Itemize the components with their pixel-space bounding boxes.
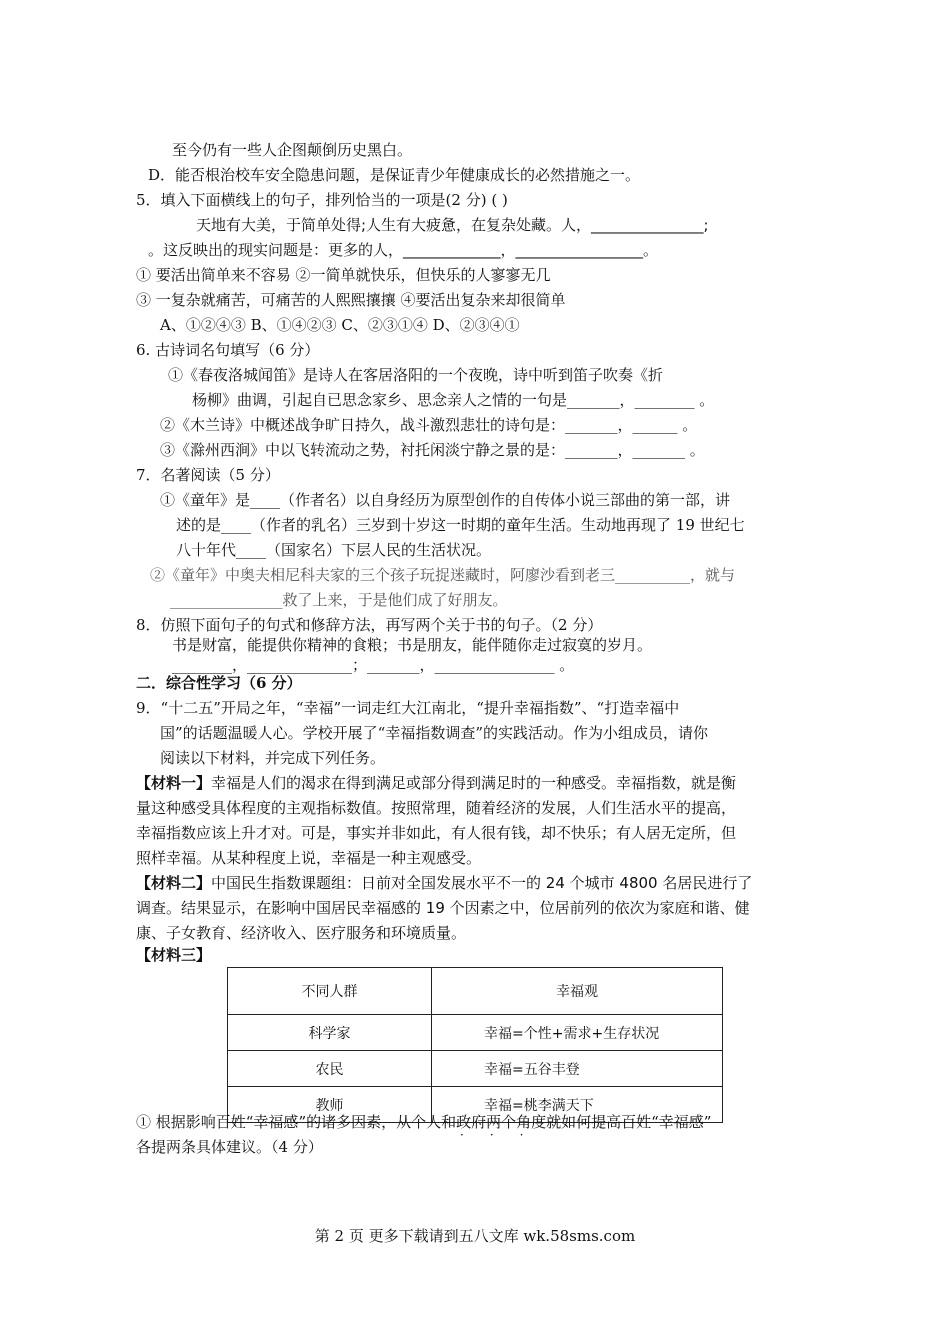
text-line: 调查。结果显示，在影响中国居民幸福感的 19 个因素之中，位居前列的依次为家庭和谐、健 — [136, 899, 750, 917]
table-header: 幸福观 — [432, 968, 723, 1015]
text-line: 。这反映出的现实问题是：更多的人，_____________，_________________。 — [148, 241, 659, 259]
option-line: ③ 一复杂就痛苦，可痛苦的人熙熙攘攘 ④要活出复杂来却很简单 — [136, 291, 566, 309]
table-header: 不同人群 — [228, 968, 432, 1015]
table-cell: 幸福=五谷丰登 — [432, 1051, 723, 1087]
material-3-table — [227, 967, 723, 1123]
text-line: ①《童年》是____（作者名）以自身经历为原型创作的自传体小说三部曲的第一部，讲 — [160, 491, 731, 509]
table-cell: 农民 — [228, 1051, 432, 1087]
text-line: 八十年代____（国家名）下层人民的生活状况。 — [176, 541, 492, 559]
text-line: ②《木兰诗》中概述战争旷日持久，战斗激烈悲壮的诗句是：_______，______ 。 — [160, 416, 698, 434]
question-5: 5．填入下面横线上的句子，排列恰当的一项是(2 分) ( ) — [136, 191, 508, 209]
text-line: 康、子女教育、经济收入、医疗服务和环境质量。 — [136, 924, 467, 942]
text-line: 幸福指数应该上升才对。可是，事实并非如此，有人很有钱，却不快乐；有人居无定所，但 — [136, 824, 737, 842]
page-footer: 第 2 页 更多下载请到五八文库 wk.58sms.com — [314, 1227, 636, 1245]
material-label: 【材料三】 — [136, 946, 212, 964]
section-heading: 二．综合性学习（6 分） — [136, 674, 302, 692]
text-line: _______________救了上来，于是他们成了好朋友。 — [170, 591, 508, 609]
text-line: 量这种感受具体程度的主观指标数值。按照常理，随着经济的发展，人们生活水平的提高， — [136, 799, 737, 817]
text-line: 各提两条具体建议。（4 分） — [136, 1138, 323, 1156]
text-line: 国”的话题温暖人心。学校开展了“幸福指数调查”的实践活动。作为小组成员，请你 — [160, 724, 709, 742]
text-line: ①《春夜洛城闻笛》是诗人在客居洛阳的一个夜晚，诗中听到笛子吹奏《折 — [168, 366, 664, 384]
material-1 — [136, 773, 736, 793]
answer-blanks: ________，______________；_______，________________ 。 — [172, 656, 575, 674]
table-row — [228, 1051, 723, 1087]
table-cell: 教师 — [228, 1087, 432, 1123]
question-8: 8．仿照下面句子的句式和修辞方法，再写两个关于书的句子。（2 分） — [136, 616, 603, 634]
option-line: ① 要活出简单来不容易 ②一简单就快乐，但快乐的人寥寥无几 — [136, 266, 551, 284]
answer-choices: A、①②④③ B、①④②③ C、②③①④ D、②③④① — [160, 316, 520, 334]
table-cell: 幸福=个性+需求+生存状况 — [432, 1015, 723, 1051]
text-line: ②《童年》中奥夫相尼科夫家的三个孩子玩捉迷藏时，阿廖沙看到老三__________，就与 — [150, 566, 736, 584]
table-cell: 幸福=桃李满天下 — [432, 1087, 723, 1123]
material-label: 【材料二】 — [136, 874, 212, 892]
text-line: 述的是____（作者的乳名）三岁到十岁这一时期的童年生活。生动地再现了 19 世纪七 — [176, 516, 745, 534]
question-7: 7．名著阅读（5 分） — [136, 466, 280, 484]
question-9: 9．“十二五”开局之年，“幸福”一词走红大江南北，“提升幸福指数”、“打造幸福中 — [136, 699, 680, 717]
text-line: 照样幸福。从某种程度上说，幸福是一种主观感受。 — [136, 849, 482, 867]
text-line: D．能否根治校车安全隐患问题，是保证青少年健康成长的必然措施之一。 — [148, 166, 641, 184]
table-cell: 科学家 — [228, 1015, 432, 1051]
material-label: 【材料一】 — [136, 774, 212, 792]
sub-question: ① 根据影响百姓“幸福感”的诸多因素，从个人和政府两个角度就如何提高百姓“幸福感” — [136, 1113, 712, 1131]
emphasis-dots: ··· — [460, 1128, 550, 1142]
text-line: 书是财富，能提供你精神的食粮；书是朋友，能伴随你走过寂寞的岁月。 — [172, 636, 653, 654]
text-line: 阅读以下材料，并完成下列任务。 — [160, 749, 386, 767]
table-row — [228, 1015, 723, 1051]
text-line: ③《滁州西涧》中以飞转流动之势，衬托闲淡宁静之景的是：_______，_______ 。 — [160, 441, 705, 459]
text-line: 至今仍有一些人企图颠倒历史黑白。 — [172, 141, 413, 159]
text-line: 杨柳》曲调，引起自已思念家乡、思念亲人之情的一句是_______，________ 。 — [192, 391, 715, 409]
table-header-row — [228, 968, 723, 1015]
material-text: 幸福是人们的渴求在得到满足或部分得到满足时的一种感受。幸福指数，就是衡 — [211, 774, 737, 792]
material-text: 中国民生指数课题组：日前对全国发展水平不一的 24 个城市 4800 名居民进行了 — [211, 874, 753, 892]
text-line: 天地有大美，于简单处得;人生有大疲惫，在复杂处藏。人，_______________; — [196, 216, 709, 234]
question-6: 6. 古诗词名句填写（6 分） — [136, 341, 320, 359]
material-2 — [136, 873, 752, 893]
